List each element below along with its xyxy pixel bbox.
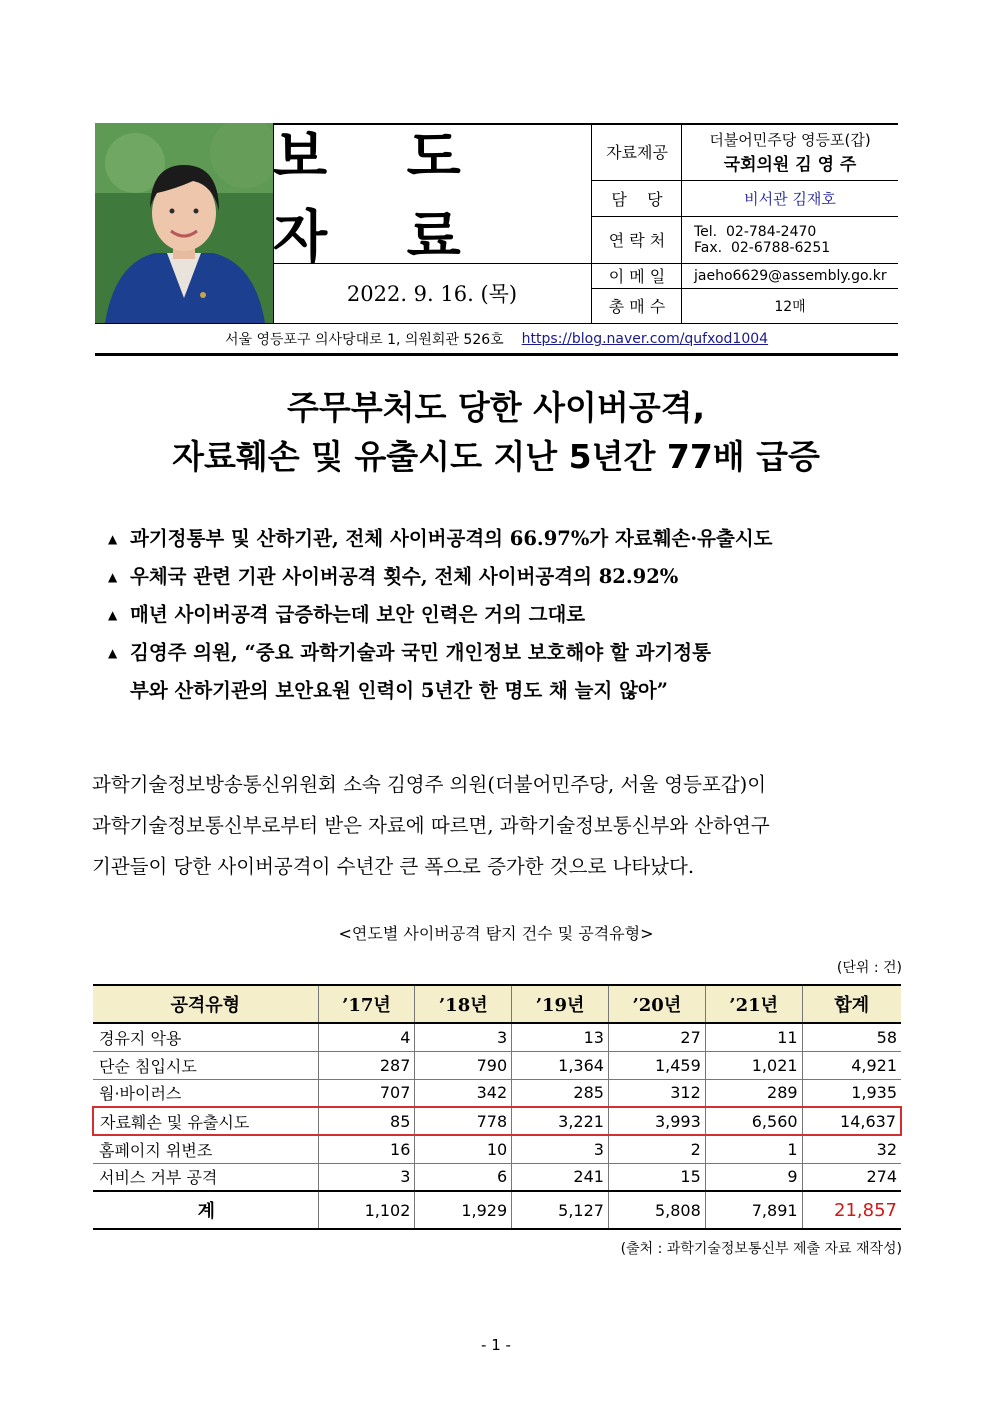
table-cell: 3 (415, 1023, 512, 1051)
contact-person: 비서관 김재호 (744, 189, 836, 208)
row-total: 14,637 (802, 1107, 901, 1135)
table-cell: 11 (705, 1023, 802, 1051)
lawmaker-name: 국회의원 김 영 주 (723, 154, 857, 175)
table-caption: <연도별 사이버공격 탐지 건수 및 공격유형> (338, 924, 654, 943)
table-cell: 6,560 (705, 1107, 802, 1135)
body-line: 과학기술정보방송통신위원회 소속 김영주 의원(더불어민주당, 서울 영등포갑)이 (92, 773, 767, 796)
table-cell: 27 (608, 1023, 705, 1051)
page-count: 12매 (774, 298, 806, 315)
table-cell: 85 (318, 1107, 415, 1135)
tel-number: Tel. 02-784-2470 (694, 223, 817, 240)
triangle-bullet-icon: ▲ (108, 532, 118, 546)
year-total: 5,808 (608, 1191, 705, 1229)
table-cell: 1 (705, 1135, 802, 1163)
fax-number: Fax. 02-6788-6251 (694, 239, 831, 256)
column-header: ’20년 (608, 985, 705, 1023)
table-cell: 285 (512, 1079, 609, 1107)
triangle-bullet-icon: ▲ (108, 646, 118, 660)
table-row (93, 1023, 901, 1051)
row-total: 274 (802, 1163, 901, 1191)
lawmaker-portrait-photo (95, 123, 273, 323)
table-total-row (93, 1191, 901, 1229)
office-address: 서울 영등포구 의사당대로 1, 의원회관 526호 (224, 332, 504, 348)
bullet-text: 매년 사이버공격 급증하는데 보안 인력은 거의 그대로 (130, 603, 586, 626)
bullet-item (108, 596, 898, 634)
table-cell: 1,459 (608, 1051, 705, 1079)
header-divider (95, 323, 898, 324)
column-header: 합계 (802, 985, 901, 1023)
email-address: jaeho6629@assembly.go.kr (694, 267, 887, 284)
header-bottom-rule (95, 353, 898, 356)
table-cell: 3,993 (608, 1107, 705, 1135)
column-header: ’19년 (512, 985, 609, 1023)
info-value-phone (682, 216, 898, 263)
table-cell: 4 (318, 1023, 415, 1051)
grand-total: 21,857 (802, 1191, 901, 1229)
info-value-email (682, 263, 898, 288)
column-header: ’18년 (415, 985, 512, 1023)
bullet-text: 과기정통부 및 산하기관, 전체 사이버공격의 66.97%가 자료훼손·유출시도 (130, 527, 773, 550)
total-label: 계 (93, 1191, 318, 1229)
table-row (93, 1163, 901, 1191)
table-cell: 9 (705, 1163, 802, 1191)
table-row (93, 1051, 901, 1079)
date-cell (273, 263, 591, 323)
table-source: (출처 : 과학기술정보통신부 제출 자료 재작성) (620, 1241, 902, 1257)
bullet-text: 김영주 의원, “중요 과학기술과 국민 개인정보 보호해야 할 과기정통 (130, 641, 711, 664)
column-header: 공격유형 (93, 985, 318, 1023)
row-total: 32 (802, 1135, 901, 1163)
attack-type: 자료훼손 및 유출시도 (93, 1107, 318, 1135)
body-line: 기관들이 당한 사이버공격이 수년간 큰 폭으로 증가한 것으로 나타났다. (92, 855, 695, 878)
release-date: 2022. 9. 16. (목) (346, 282, 518, 306)
info-value-pages (682, 288, 898, 323)
attack-type: 홈페이지 위변조 (93, 1135, 318, 1163)
bullet-item (108, 520, 898, 558)
table-cell: 241 (512, 1163, 609, 1191)
document-title: 보 도 자 료 (273, 124, 491, 270)
column-header: ’17년 (318, 985, 415, 1023)
row-total: 4,921 (802, 1051, 901, 1079)
year-total: 1,929 (415, 1191, 512, 1229)
year-total: 7,891 (705, 1191, 802, 1229)
table-cell: 287 (318, 1051, 415, 1079)
address-row (95, 327, 898, 351)
table-cell: 3 (512, 1135, 609, 1163)
table-cell: 3,221 (512, 1107, 609, 1135)
attack-type: 웜·바이러스 (93, 1079, 318, 1107)
table-unit: (단위 : 건) (836, 960, 902, 976)
triangle-bullet-icon: ▲ (108, 608, 118, 622)
attack-type: 서비스 거부 공격 (93, 1163, 318, 1191)
body-line: 과학기술정보통신부로부터 받은 자료에 따르면, 과학기술정보통신부와 산하연구 (92, 814, 770, 837)
cyber-attack-table (92, 984, 902, 1230)
table-cell: 13 (512, 1023, 609, 1051)
info-label-pages: 총 매 수 (608, 297, 666, 316)
press-release-header (95, 123, 898, 357)
table-row-highlighted (93, 1107, 901, 1135)
headline (0, 383, 992, 481)
info-label-phone: 연 락 처 (608, 231, 666, 250)
table-cell: 289 (705, 1079, 802, 1107)
table-cell: 10 (415, 1135, 512, 1163)
row-total: 58 (802, 1023, 901, 1051)
bullet-item (108, 634, 898, 672)
summary-bullets (108, 520, 898, 710)
info-label-contact-person (595, 180, 679, 216)
table-cell: 342 (415, 1079, 512, 1107)
contact-person-label: 담 당 (611, 189, 663, 209)
table-cell: 790 (415, 1051, 512, 1079)
attack-type: 단순 침입시도 (93, 1051, 318, 1079)
headline-line-2: 자료훼손 및 유출시도 지난 5년간 77배 급증 (172, 437, 820, 476)
year-total: 5,127 (512, 1191, 609, 1229)
table-cell: 15 (608, 1163, 705, 1191)
title-cell (273, 123, 591, 270)
table-row (93, 1079, 901, 1107)
bullet-item (108, 558, 898, 596)
body-paragraph (92, 764, 902, 887)
attack-type: 경유지 악용 (93, 1023, 318, 1051)
table-cell: 1,364 (512, 1051, 609, 1079)
triangle-bullet-icon: ▲ (108, 570, 118, 584)
column-header: ’21년 (705, 985, 802, 1023)
table-cell: 312 (608, 1079, 705, 1107)
info-label-email: 이 메 일 (608, 267, 666, 286)
info-value-contact-person (682, 180, 898, 216)
table-cell: 6 (415, 1163, 512, 1191)
bullet-continuation: 부와 산하기관의 보안요원 인력이 5년간 한 명도 채 늘지 않아” (130, 679, 668, 702)
table-cell: 3 (318, 1163, 415, 1191)
headline-line-1: 주무부처도 당한 사이버공격, (286, 388, 706, 427)
page-number: - 1 - (481, 1336, 511, 1354)
bullet-text: 우체국 관련 기관 사이버공격 횟수, 전체 사이버공격의 82.92% (130, 565, 679, 588)
table-header-row (93, 985, 901, 1023)
blog-link[interactable]: https://blog.naver.com/qufxod1004 (521, 331, 769, 347)
table-row (93, 1135, 901, 1163)
table-cell: 1,021 (705, 1051, 802, 1079)
year-total: 1,102 (318, 1191, 415, 1229)
row-total: 1,935 (802, 1079, 901, 1107)
info-value-provider (682, 123, 898, 180)
table-cell: 707 (318, 1079, 415, 1107)
info-label-provider: 자료제공 (606, 143, 668, 162)
table-cell: 16 (318, 1135, 415, 1163)
party-district: 더불어민주당 영등포(갑) (709, 130, 871, 149)
table-cell: 2 (608, 1135, 705, 1163)
table-cell: 778 (415, 1107, 512, 1135)
